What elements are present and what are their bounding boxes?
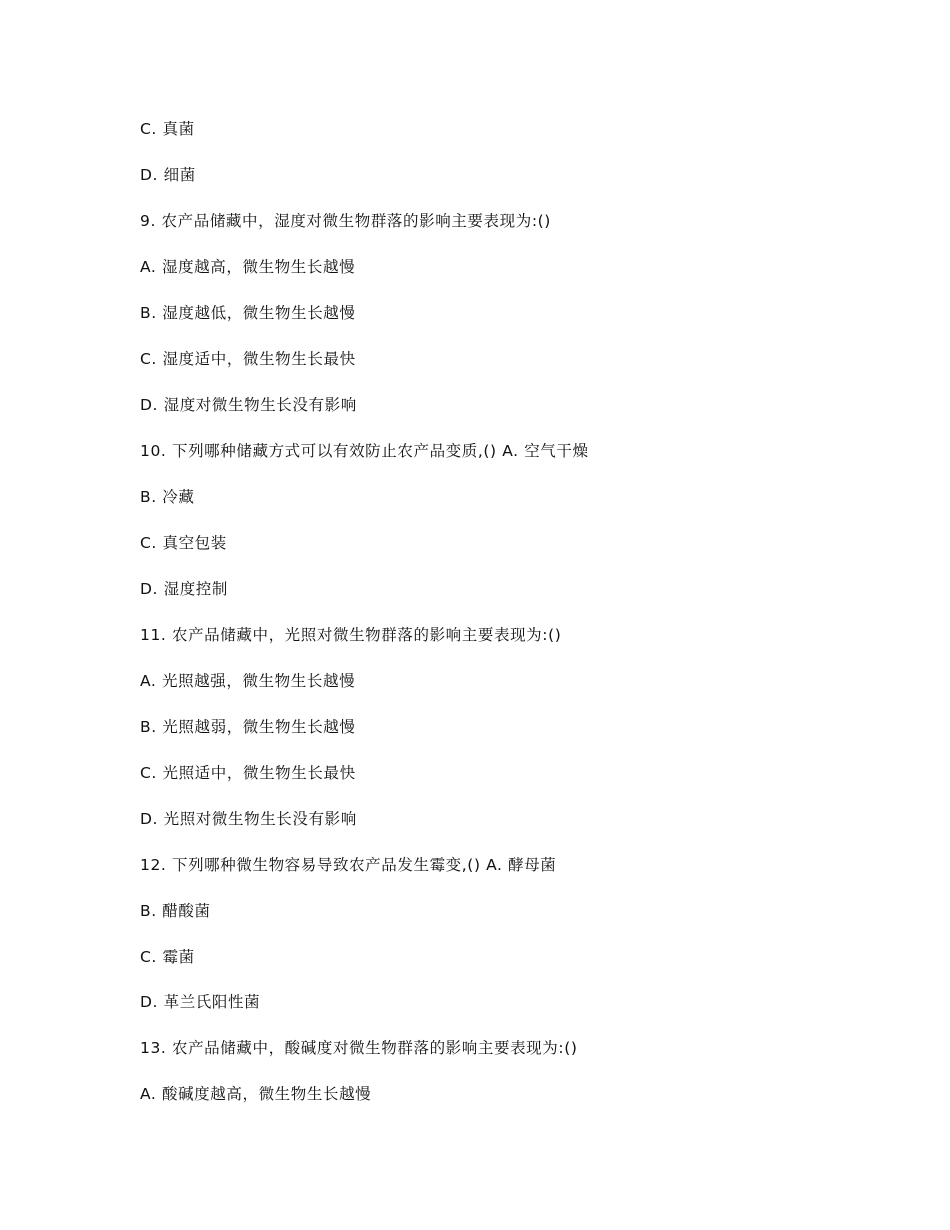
option-d-q10: D. 湿度控制: [140, 580, 228, 598]
option-d-q12: D. 革兰氏阳性菌: [140, 993, 261, 1011]
question-10: 10. 下列哪种储藏方式可以有效防止农产品变质,() A. 空气干燥: [140, 442, 589, 460]
option-c-q12: C. 霉菌: [140, 948, 195, 966]
option-a-q9: A. 湿度越高，微生物生长越慢: [140, 258, 356, 276]
question-13: 13. 农产品储藏中，酸碱度对微生物群落的影响主要表现为:(): [140, 1039, 578, 1057]
option-d-q9: D. 湿度对微生物生长没有影响: [140, 396, 357, 414]
option-b-q9: B. 湿度越低，微生物生长越慢: [140, 304, 356, 322]
option-d-q11: D. 光照对微生物生长没有影响: [140, 810, 357, 828]
option-b-q11: B. 光照越弱，微生物生长越慢: [140, 718, 356, 736]
question-12: 12. 下列哪种微生物容易导致农产品发生霉变,() A. 酵母菌: [140, 856, 557, 874]
option-b-q10: B. 冷藏: [140, 488, 195, 506]
option-a-q13: A. 酸碱度越高，微生物生长越慢: [140, 1085, 372, 1103]
question-11: 11. 农产品储藏中，光照对微生物群落的影响主要表现为:(): [140, 626, 562, 644]
option-c-q11: C. 光照适中，微生物生长最快: [140, 764, 356, 782]
option-c-q10: C. 真空包装: [140, 534, 227, 552]
option-c-q8: C. 真菌: [140, 120, 195, 138]
option-d-q8: D. 细菌: [140, 166, 196, 184]
question-9: 9. 农产品储藏中，湿度对微生物群落的影响主要表现为:(): [140, 212, 551, 230]
option-c-q9: C. 湿度适中，微生物生长最快: [140, 350, 356, 368]
option-a-q11: A. 光照越强，微生物生长越慢: [140, 672, 356, 690]
option-b-q12: B. 醋酸菌: [140, 902, 211, 920]
